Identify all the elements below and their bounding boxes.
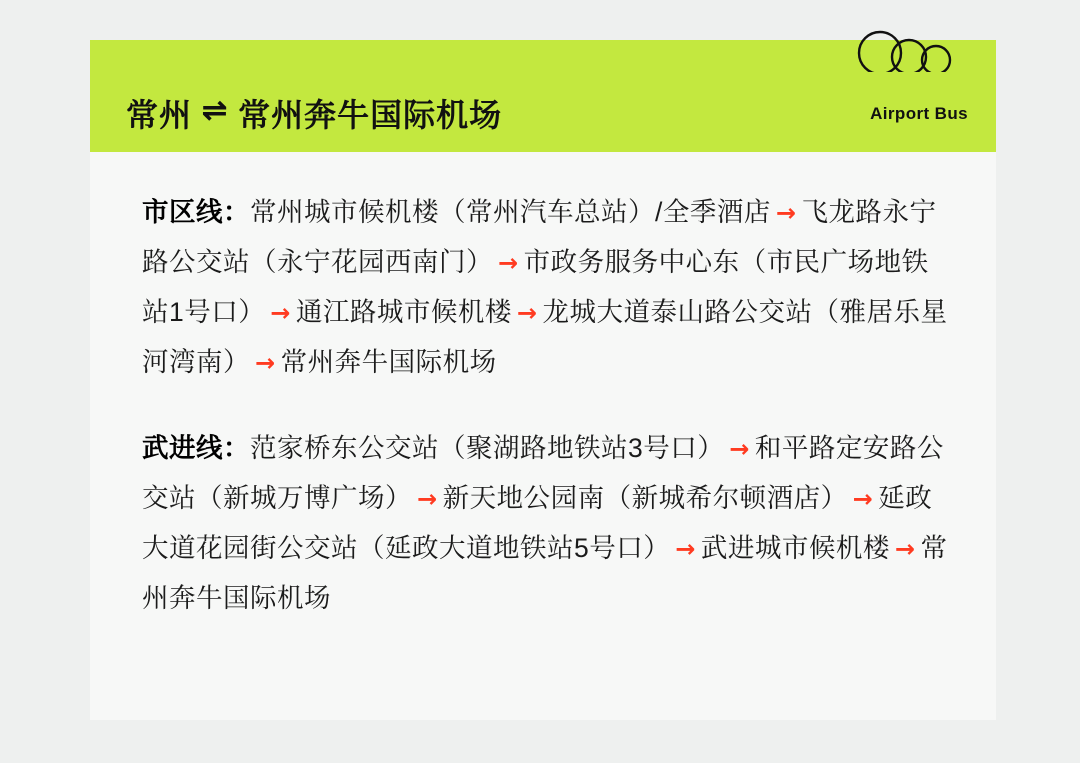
route-stop: 延政大道花园街公交站（延政大道地铁站5号口） [142,483,933,563]
title-origin: 常州 [126,97,193,133]
route-stop: 常州奔牛国际机场 [280,347,497,377]
route-stop: 新天地公园南（新城希尔顿酒店） [442,483,848,513]
route-stop: 范家桥东公交站（聚湖路地铁站3号口） [250,433,725,463]
route-stop: 和平路定安路公交站（新城万博广场） [142,433,944,513]
route-stop: 常州奔牛国际机场 [142,533,948,613]
arrow-icon: → [852,485,874,513]
route-label: 市区线： [142,197,250,227]
arrow-icon: → [516,299,538,327]
card-body [90,152,996,720]
three-loops-logo-icon [850,26,968,80]
arrow-icon: → [675,535,696,563]
header-subtitle: Airport Bus [870,104,968,123]
arrow-icon: → [894,535,916,563]
page-title [126,90,502,136]
route-stop: 龙城大道泰山路公交站（雅居乐星河湾南） [142,297,948,377]
airport-bus-card [90,40,996,720]
card-header [90,40,996,152]
route-city-line [142,188,950,388]
route-stop: 飞龙路永宁路公交站（永宁花园西南门） [142,197,937,277]
route-label: 武进线： [142,433,250,463]
swap-arrows-icon: ⇌ [202,94,229,127]
route-wujin-line [142,424,950,623]
route-stop: 常州城市候机楼（常州汽车总站）/全季酒店 [250,197,771,227]
route-stop: 武进城市候机楼 [700,533,890,563]
arrow-icon: → [270,299,291,327]
arrow-icon: → [729,435,750,463]
arrow-icon: → [775,199,797,227]
arrow-icon: → [255,349,276,377]
arrow-icon: → [417,485,438,513]
arrow-icon: → [498,249,519,277]
route-stop: 通江路城市候机楼 [295,297,512,327]
title-destination: 常州奔牛国际机场 [238,97,503,133]
route-stop: 市政务服务中心东（市民广场地铁站1号口） [142,247,929,327]
